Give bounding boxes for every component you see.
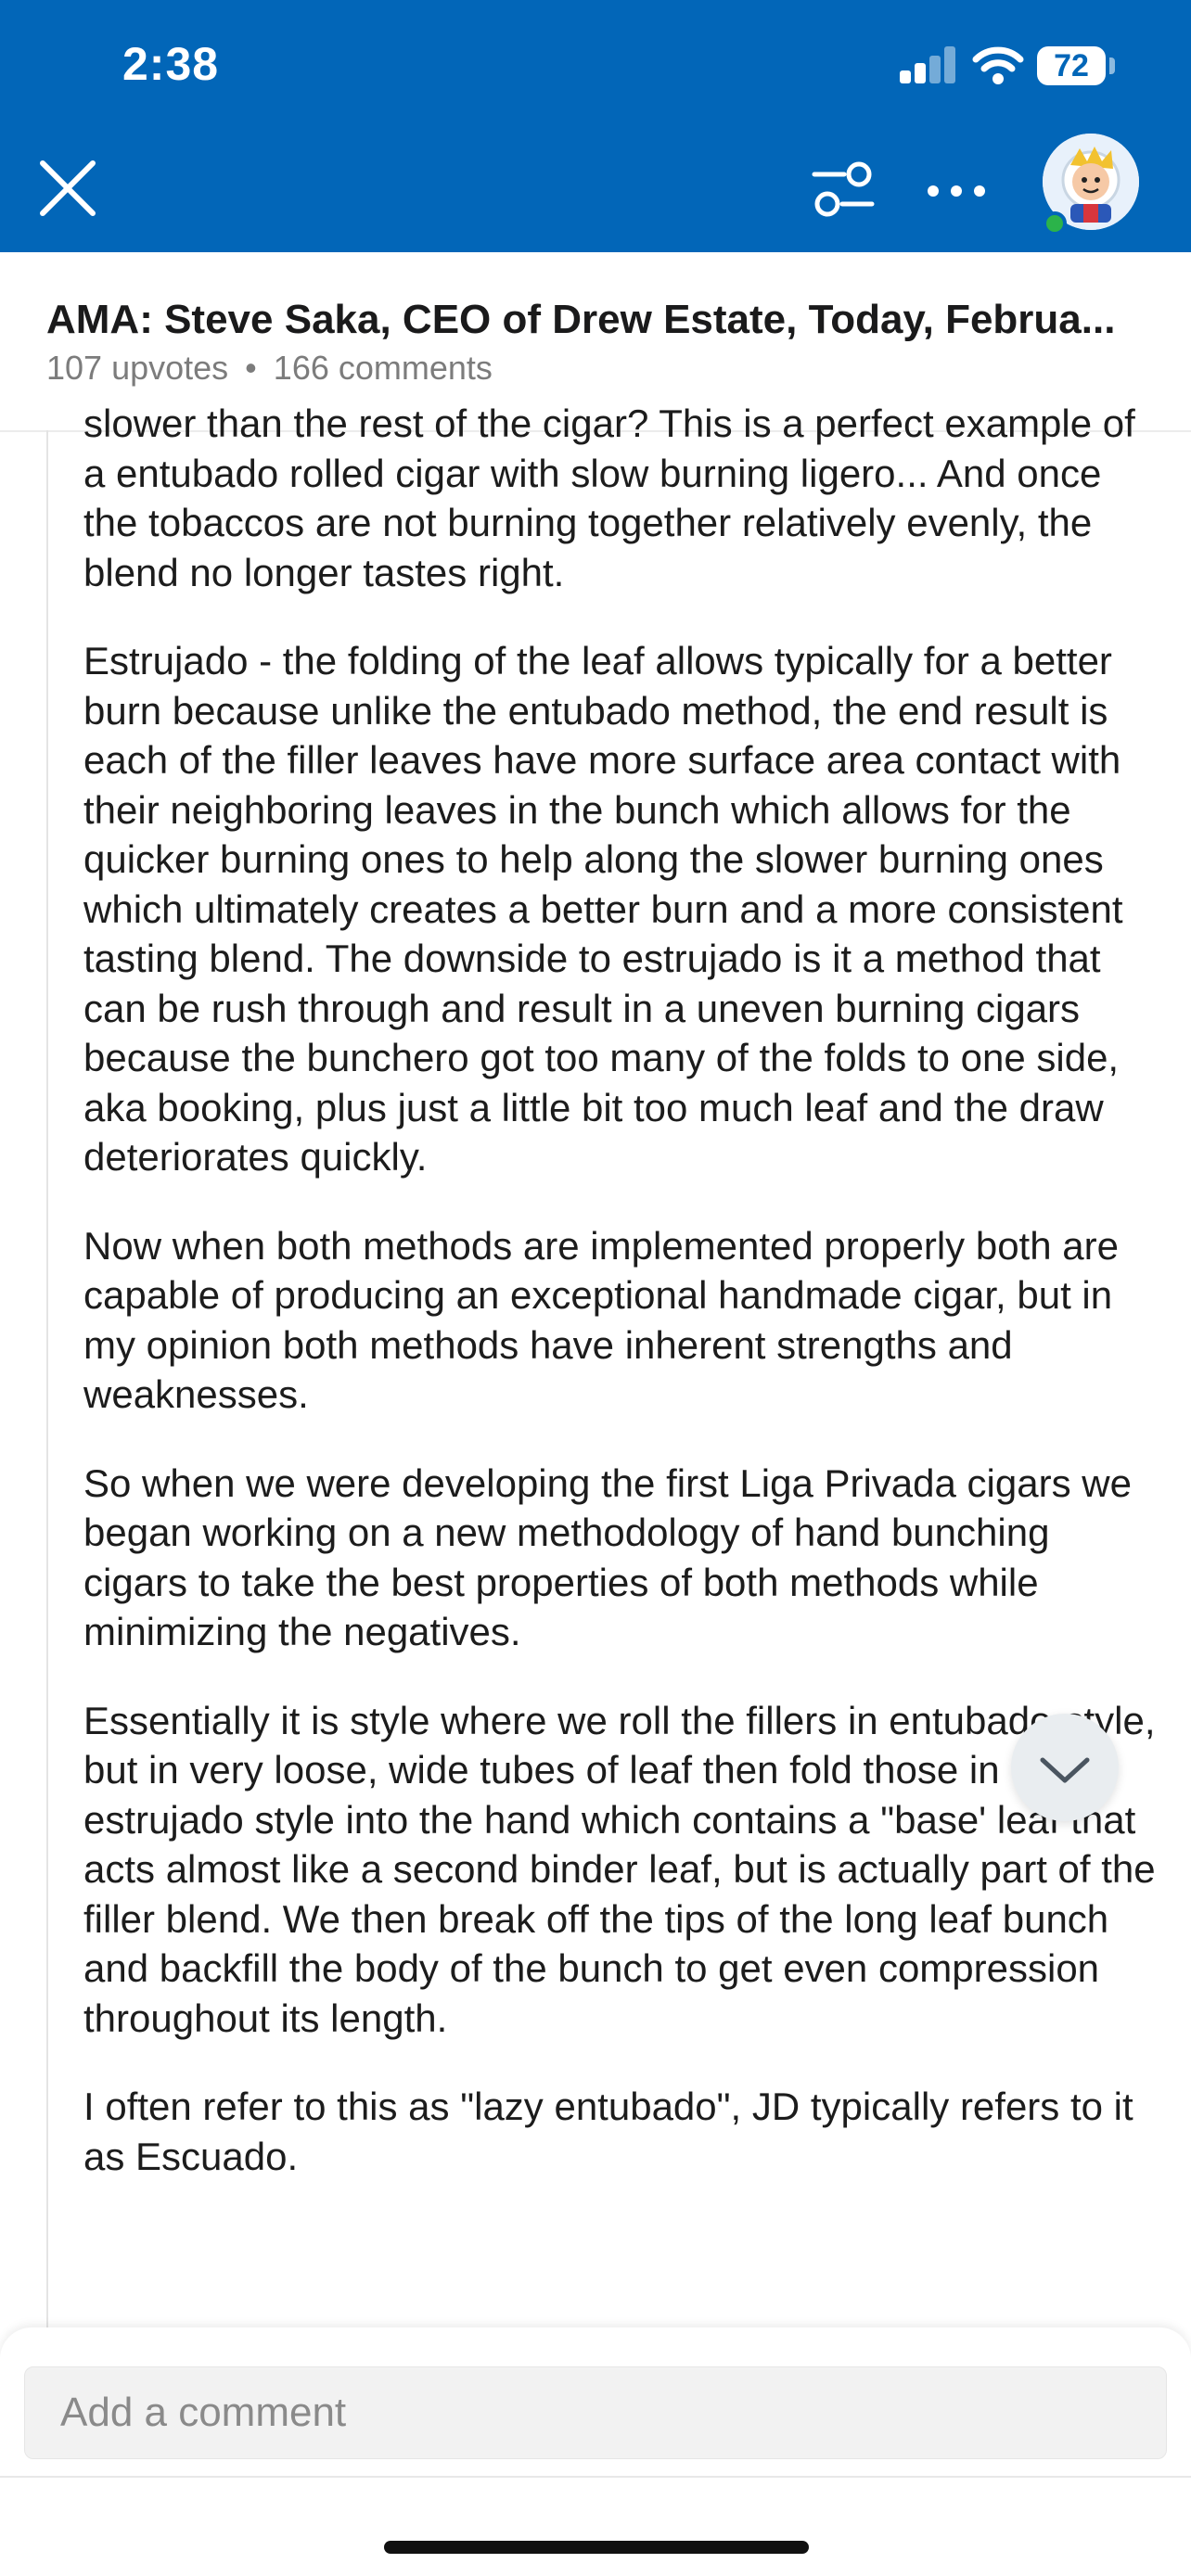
comment-scroll-area[interactable] xyxy=(0,402,1191,2340)
meta-separator: • xyxy=(245,349,257,387)
comment-paragraph: Essentially it is style where we roll the fillers in entubado-style, but in very loose, wide tubes of leaf then fold those in estrujado style into the hand which contains a "base' leaf that acts almost like a second binder leaf, but is actually part of the filler blend. We then break off the tips of the long leaf bunch and backfill the body of the bunch to get even compression throughout its length. xyxy=(83,1698,1156,2040)
cellular-signal-icon xyxy=(900,46,957,83)
more-options-icon[interactable] xyxy=(924,167,989,213)
post-stats xyxy=(46,349,493,388)
wifi-icon xyxy=(972,45,1024,85)
upvote-count: 107 upvotes xyxy=(46,349,229,387)
top-app-bar xyxy=(0,0,1191,252)
add-comment-input[interactable]: Add a comment xyxy=(24,2366,1167,2459)
close-icon[interactable] xyxy=(37,158,98,219)
comment-paragraph: slower than the rest of the cigar? This is a perfect example of a entubado rolled cigar with slow burning ligero... And once the tobaccos are not burning together relatively evenly, the blend no longer tastes right. xyxy=(83,402,1135,594)
home-indicator[interactable] xyxy=(384,2541,809,2554)
comment-paragraph: So when we were developing the first Liga Privada cigars we began working on a new methodology of hand bunching cigars to take the best properties of both methods while minimizing the negatives. xyxy=(83,1460,1132,1653)
comment-composer-bar xyxy=(0,2327,1191,2576)
comment-paragraph: Now when both methods are implemented properly both are capable of producing an exceptional handmade cigar, but in my opinion both methods have inherent strengths and weaknesses. xyxy=(83,1223,1119,1416)
divider xyxy=(0,2476,1191,2478)
status-time: 2:38 xyxy=(122,38,220,90)
sort-filter-icon[interactable] xyxy=(809,159,877,219)
comment-paragraph: I often refer to this as "lazy entubado", JD typically refers to it as Escuado. xyxy=(83,2085,1133,2178)
comment-body xyxy=(83,399,1159,2220)
comment-paragraph: Estrujado - the folding of the leaf allows typically for a better burn because unlike the entubado method, the end result is each of the filler leaves have more surface area contact with their neighboring leaves in the bunch which allows for the quicker burning ones to help along the slower burning ones which ultimately creates a better burn and a more consistent tasting blend. The downside to estrujado is it a method that can be rush through and result in a uneven burning cigars because the bunchero got too many of the folds to one side, aka booking, plus just a little bit too much leaf and the draw deteriorates quickly. xyxy=(83,639,1123,1179)
jump-to-next-comment-button[interactable] xyxy=(1011,1714,1119,1821)
battery-tip xyxy=(1109,57,1115,74)
online-status-dot xyxy=(1043,211,1067,236)
post-title: AMA: Steve Saka, CEO of Drew Estate, Today, Februa... xyxy=(46,297,1116,342)
comment-count: 166 comments xyxy=(273,349,493,387)
battery-indicator: 72 xyxy=(1037,46,1106,85)
